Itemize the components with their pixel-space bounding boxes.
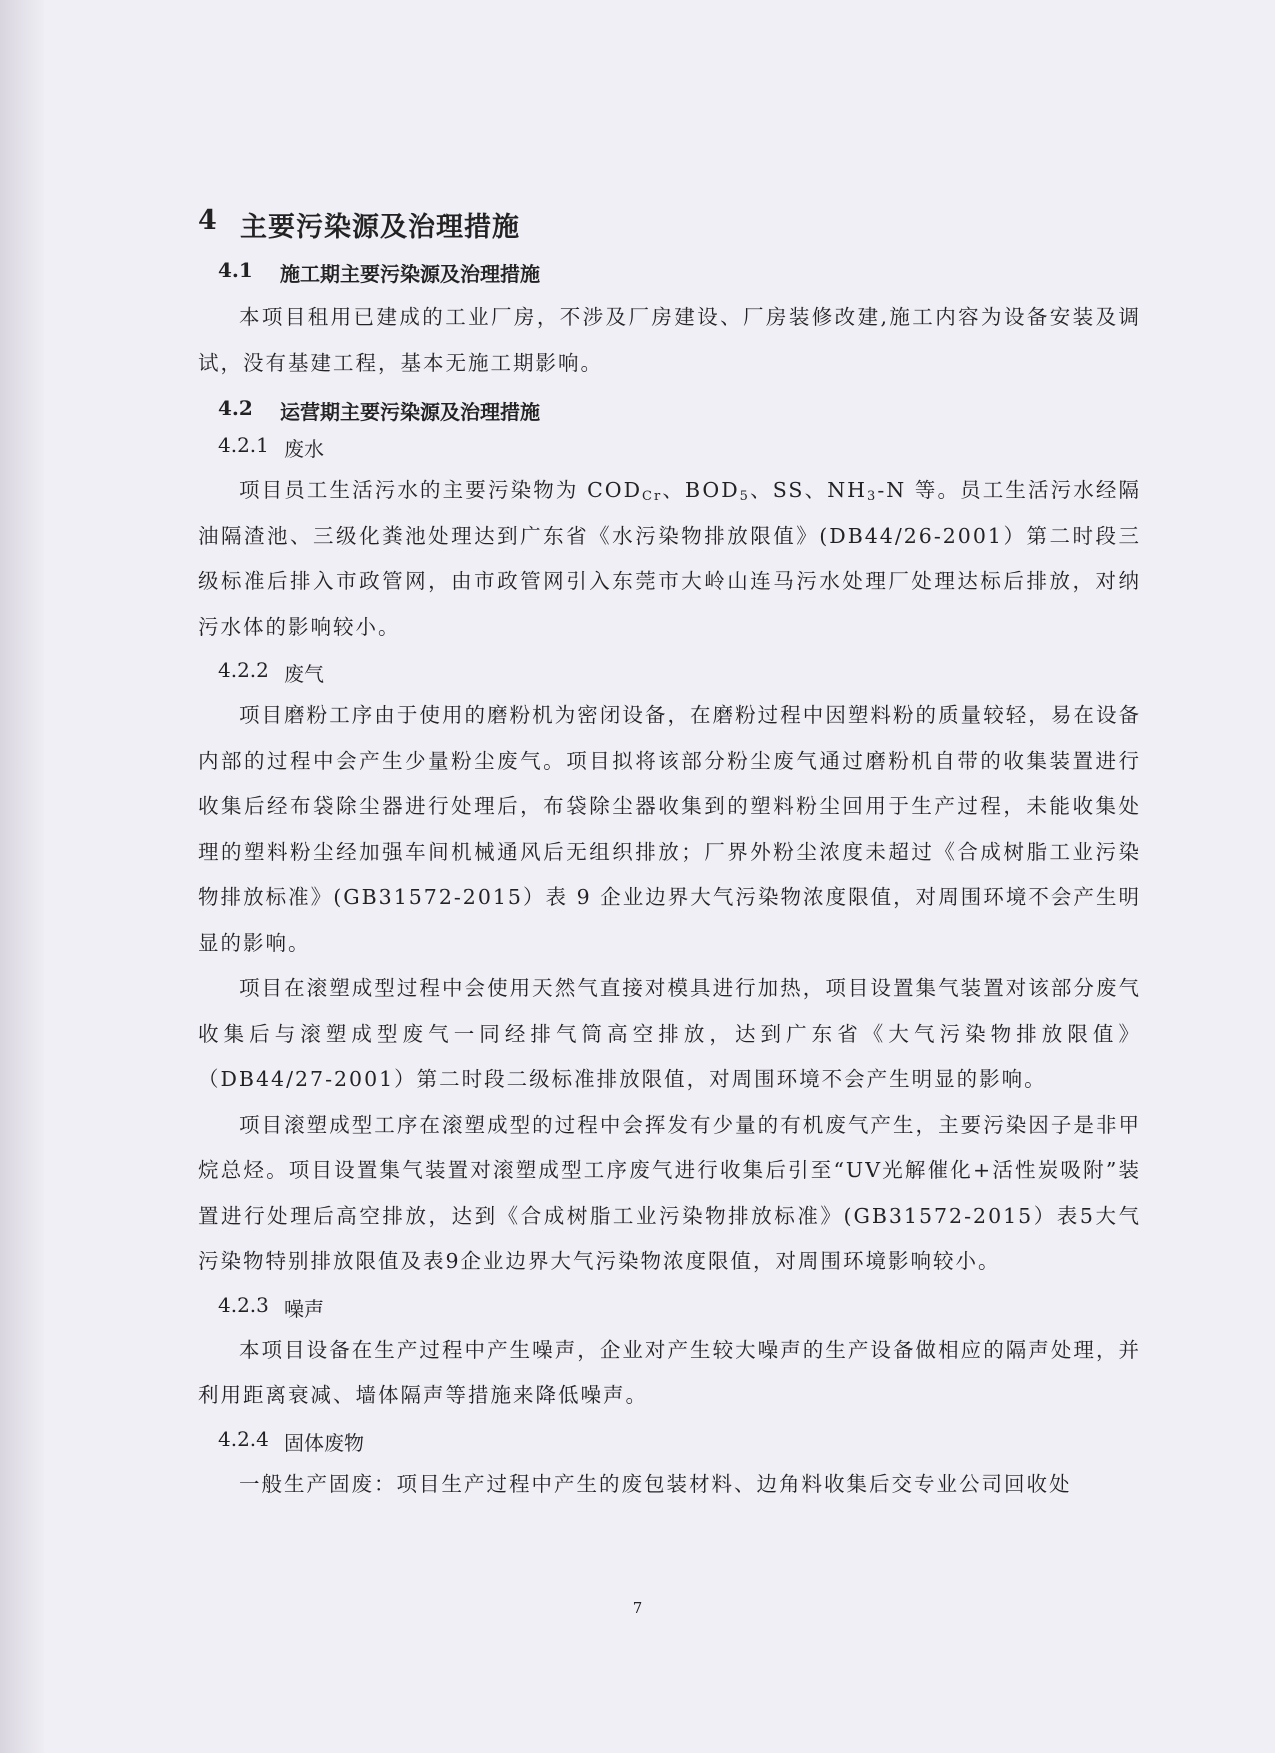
document-body [198,205,1141,1507]
section-number: 4 [198,205,218,236]
heading-number: 4.2.4 [218,1426,269,1451]
page-number: 7 [632,1599,643,1617]
heading-number: 4.2.1 [218,433,269,457]
subsection-number: 4.2 [218,396,253,420]
subsection-title: 运营期主要污染源及治理措施 [280,400,540,424]
heading-number: 4.2.3 [218,1292,269,1317]
heading-number: 4.2.2 [218,658,269,682]
heading-title: 噪声 [284,1296,324,1321]
subsection-heading-4-1 [218,258,1141,287]
paragraph-wastewater: 项目员工生活污水的主要污染物为 $COD_{Cr}$、$BOD_5$、SS、$NH_3-N$ 等。员工生活污水经隔油隔渣池、三级化粪池处理达到广东省《水污染物排放限值》(DB44/26-2001）第二时段三级标准后排入市政管网，由市政管网引入东莞市大岭山连马污水处理厂处理达标后排放，对纳污水体的影响较小。 [198,478,1142,639]
paragraph-construction: 本项目租用已建成的工业厂房，不涉及厂房建设、厂房装修改建,施工内容为设备安装及调试，没有基建工程，基本无施工期影响。 [198,305,1141,375]
heading-4-2-3 [218,1293,1141,1322]
subsection-number: 4.1 [218,258,253,282]
heading-4-2-4 [218,1427,1141,1456]
heading-4-2-1 [218,433,1141,462]
section-heading [198,205,1141,244]
heading-title: 废气 [284,662,324,686]
heading-title: 废水 [284,437,324,461]
heading-4-2-2 [218,658,1141,687]
paragraph-exhaust-gas: 项目在滚塑成型过程中会使用天然气直接对模具进行加热，项目设置集气装置对该部分废气收集后与滚塑成型废气一同经排气筒高空排放，达到广东省《大气污染物排放限值》（DB44/27-2001）第二时段二级标准排放限值，对周围环境不会产生明显的影响。 [198,976,1141,1091]
subsection-title: 施工期主要污染源及治理措施 [280,262,540,286]
subsection-heading-4-2 [218,396,1141,425]
paragraph-exhaust-organic: 项目滚塑成型工序在滚塑成型的过程中会挥发有少量的有机废气产生，主要污染因子是非甲烷总烃。项目设置集气装置对滚塑成型工序废气进行收集后引至“UV光解催化+活性炭吸附”装置进行处理后高空排放，达到《合成树脂工业污染物排放标准》(GB31572-2015）表5大气污染物特别排放限值及表9企业边界大气污染物浓度限值，对周围环境影响较小。 [198,1112,1141,1273]
paragraph-exhaust-dust: 项目磨粉工序由于使用的磨粉机为密闭设备，在磨粉过程中因塑料粉的质量较轻，易在设备内部的过程中会产生少量粉尘废气。项目拟将该部分粉尘废气通过磨粉机自带的收集装置进行收集后经布袋除尘器进行处理后，布袋除尘器收集到的塑料粉尘回用于生产过程，未能收集处理的塑料粉尘经加强车间机械通风后无组织排放；厂界外粉尘浓度未超过《合成树脂工业污染物排放标准》(GB31572-2015）表 9 企业边界大气污染物浓度限值，对周围环境不会产生明显的影响。 [198,703,1141,955]
paragraph-noise: 本项目设备在生产过程中产生噪声，企业对产生较大噪声的生产设备做相应的隔声处理，并利用距离衰减、墙体隔声等措施来降低噪声。 [198,1337,1141,1407]
scan-edge-shadow [0,0,44,1753]
paragraph-solid-waste: 一般生产固废：项目生产过程中产生的废包装材料、边角料收集后交专业公司回收处 [239,1471,1072,1496]
heading-title: 固体废物 [284,1430,364,1455]
section-title: 主要污染源及治理措施 [240,212,520,243]
